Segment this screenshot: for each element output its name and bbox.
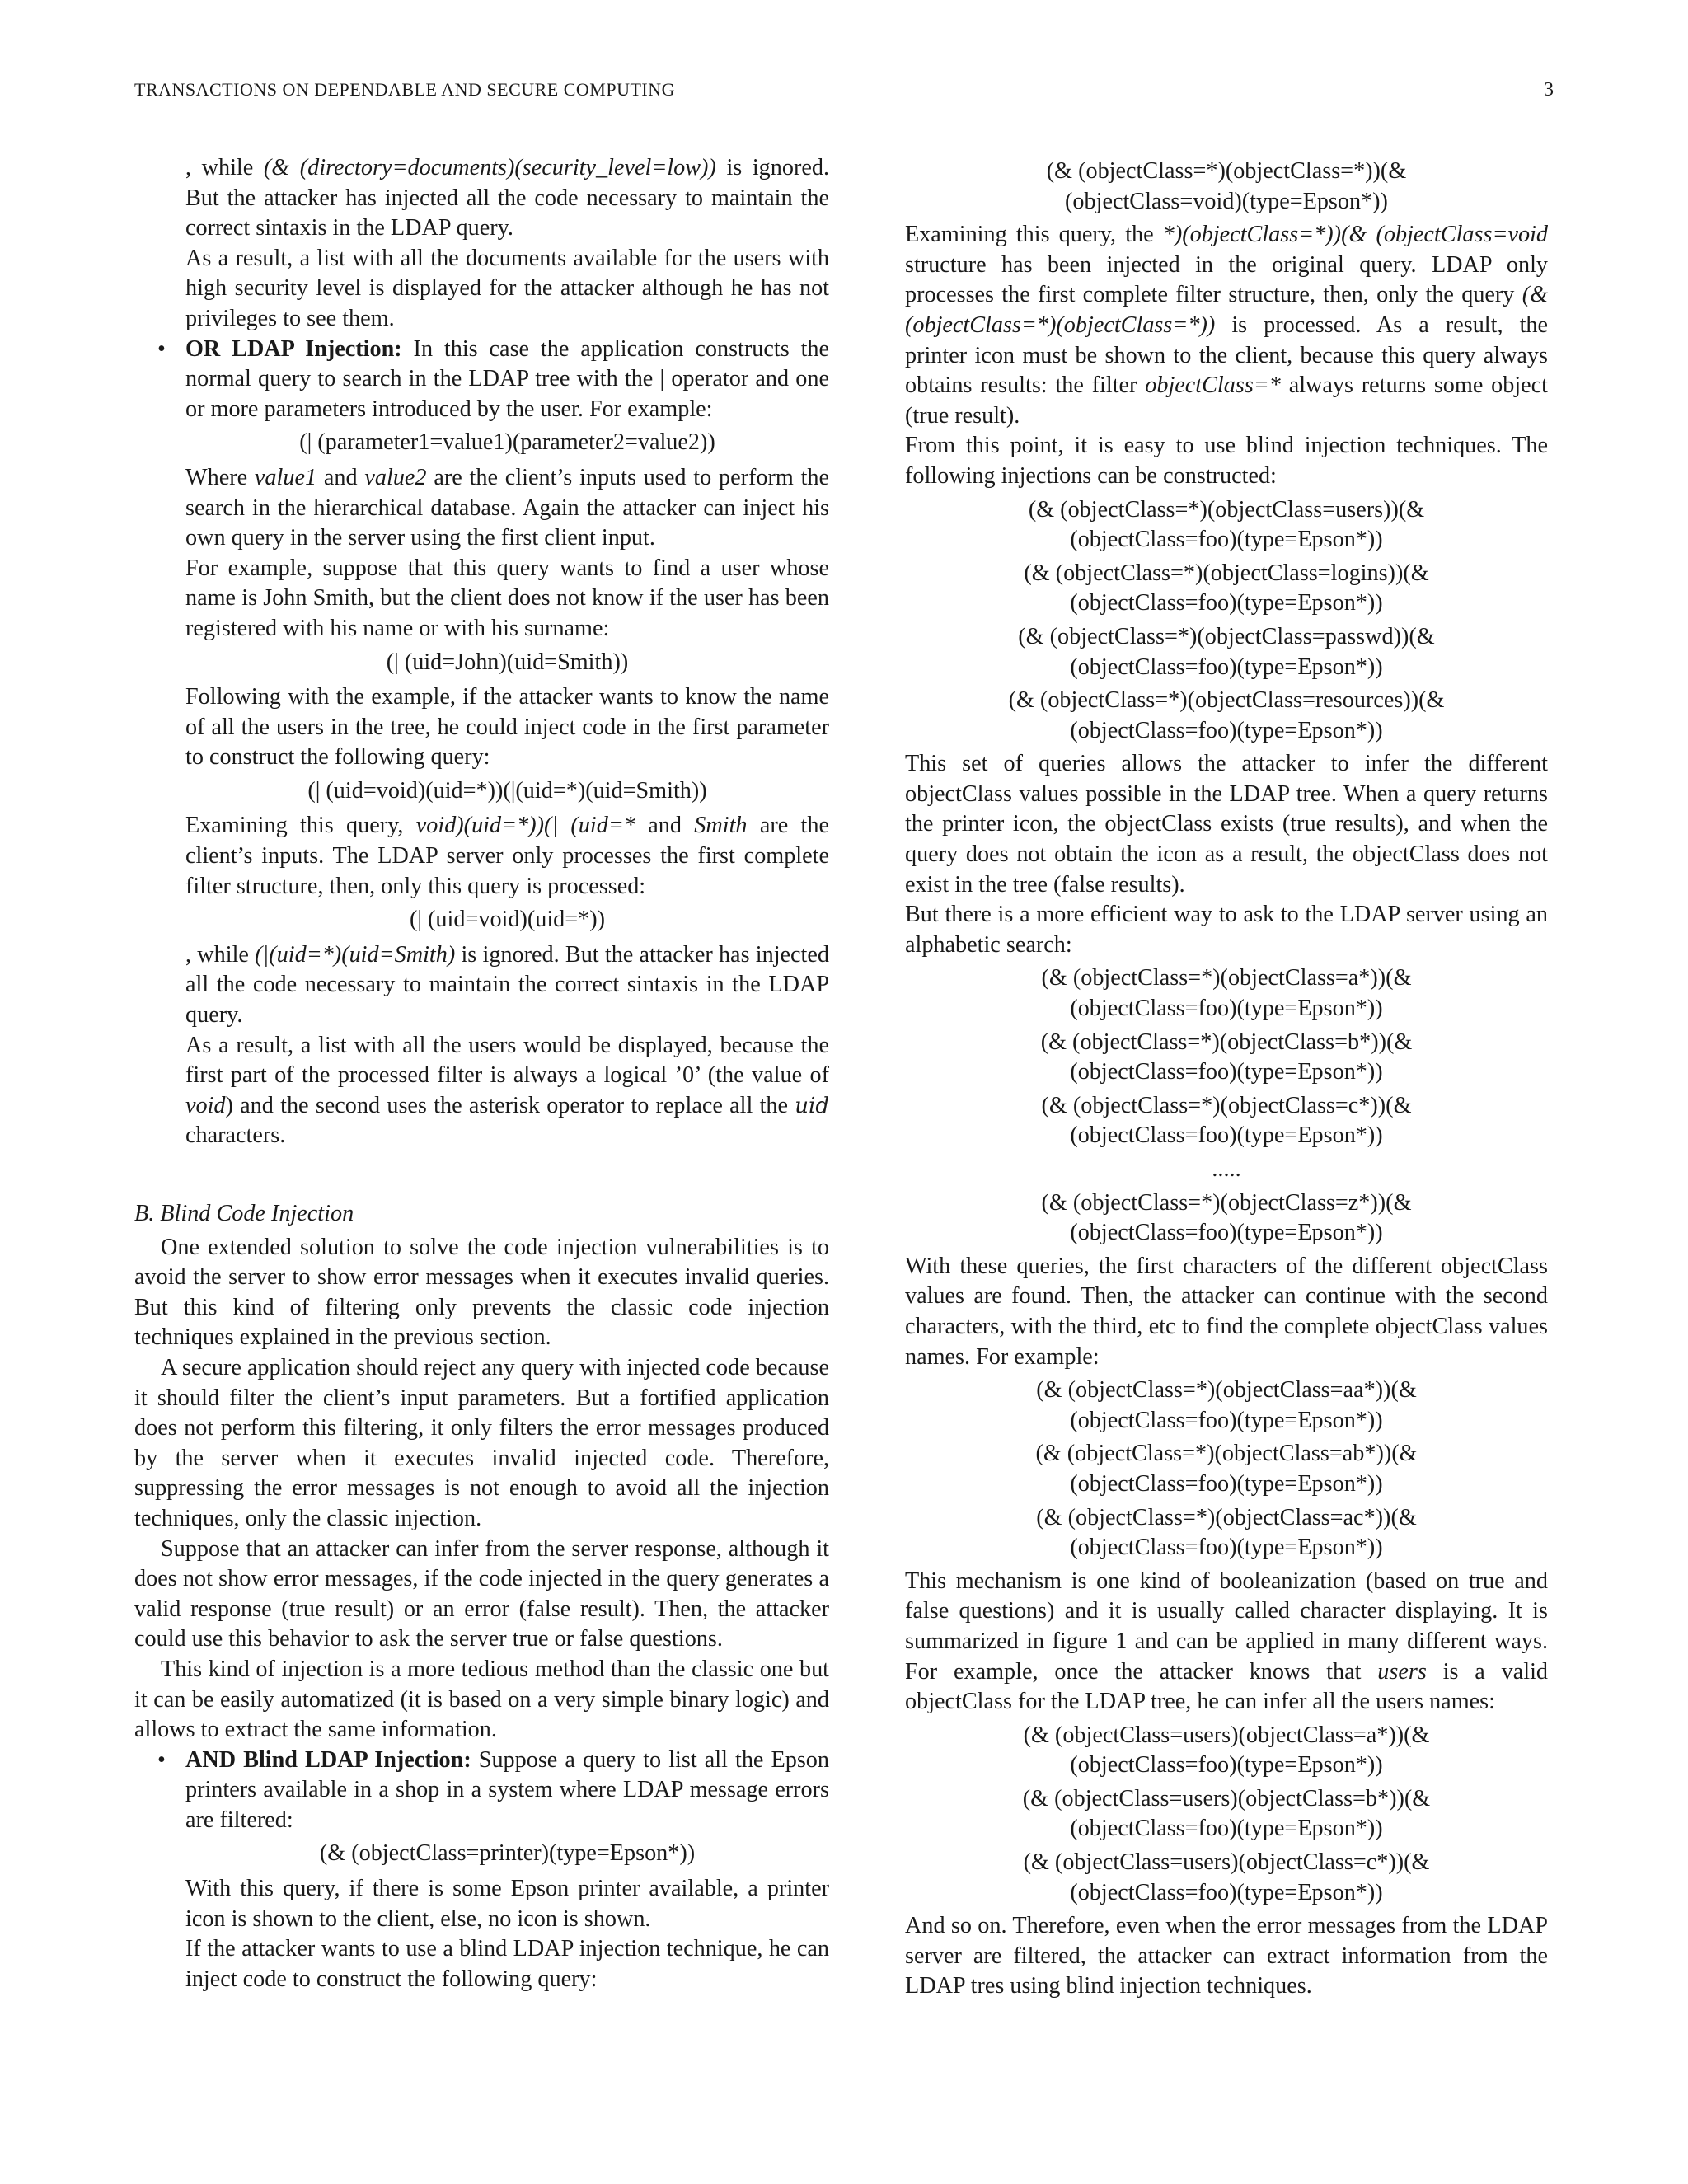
- query-equation: (& (objectClass=*)(objectClass=ab*))(& (objectClass=foo)(type=Epson*)): [1035, 1441, 1418, 1497]
- query-equation: (& (objectClass=*)(objectClass=ac*))(& (objectClass=foo)(type=Epson*)): [1036, 1504, 1417, 1561]
- query-equation: (& (objectClass=users)(objectClass=c*))(& (objectClass=foo)(type=Epson*)): [1023, 1849, 1430, 1905]
- paragraph: This set of queries allows the attacker to infer the different objectClass values possible in the LDAP tree. When a query returns the printer icon, the objectClass exists (true results), and when the query does not obtain the icon as a result, the objectClass does not exist in the tree (false results).: [905, 751, 1548, 898]
- paragraph: , while (& (directory=documents)(security_level=low)) is ignored. But the attacker has injected all the code necessary to maintain the correct sintaxis in the LDAP query.: [185, 155, 829, 241]
- query-equation: (& (objectClass=*)(objectClass=a*))(& (objectClass=foo)(type=Epson*)): [1041, 965, 1412, 1022]
- right-column: [905, 153, 1548, 2002]
- query-equation: (& (objectClass=*)(objectClass=passwd))(& (objectClass=foo)(type=Epson*)): [1018, 623, 1435, 680]
- paragraph: With this query, if there is some Epson printer available, a printer icon is shown to the client, else, no icon is shown.: [185, 1876, 829, 1932]
- paragraph: With these queries, the first characters of the different objectClass values are found. Then, the attacker can continue with the second characters, with the third, etc to find the complete objectClass values names. For example:: [905, 1253, 1548, 1370]
- paragraph: Examining this query, the *)(objectClass=*))(& (objectClass=void structure has been injected in the original query. LDAP only processes the first complete filter structure, then, only the query (& (objectClass=*)(objectClass=*)) is processed. As a result, the printer icon must be shown to the client, because this query always obtains results: the filter objectClass=* always returns some object (true result).: [905, 222, 1548, 429]
- query-equation: (& (objectClass=*)(objectClass=users))(& (objectClass=foo)(type=Epson*)): [1028, 496, 1425, 553]
- page-number: 3: [1544, 79, 1554, 101]
- paragraph: Following with the example, if the attacker wants to know the name of all the users in the tree, he could inject code in the first parameter to construct the following query:: [185, 684, 829, 771]
- query-equation: (& (objectClass=*)(objectClass=c*))(& (objectClass=foo)(type=Epson*)): [1041, 1092, 1412, 1149]
- ellipsis: .....: [1212, 1156, 1241, 1182]
- query-equation: (| (uid=void)(uid=*)): [409, 907, 606, 933]
- left-column: [134, 153, 829, 1994]
- query-equation: (& (objectClass=printer)(type=Epson*)): [319, 1840, 696, 1867]
- running-title: TRANSACTIONS ON DEPENDABLE AND SECURE COMPUTING: [134, 79, 676, 100]
- query-equation: (& (objectClass=*)(objectClass=aa*))(& (objectClass=foo)(type=Epson*)): [1036, 1377, 1417, 1433]
- paragraph: And so on. Therefore, even when the error messages from the LDAP server are filtered, the attacker can extract information from the LDAP tres using blind injection techniques.: [905, 1913, 1548, 1999]
- paragraph: From this point, it is easy to use blind injection techniques. The following injections can be constructed:: [905, 433, 1548, 489]
- paragraph: If the attacker wants to use a blind LDAP injection technique, he can inject code to construct the following query:: [185, 1936, 829, 1992]
- query-equation: (& (objectClass=*)(objectClass=b*))(& (objectClass=foo)(type=Epson*)): [1040, 1029, 1413, 1085]
- paragraph: A secure application should reject any query with injected code because it should filter the client’s input parameters. But a fortified application does not perform this filtering, it only filters the error messages produced by the server when it executes invalid injected code. Therefore, suppressing the error messages is not enough to avoid all the injection techniques, only the classic injection.: [134, 1354, 829, 1531]
- query-equation: (& (objectClass=*)(objectClass=*))(& (objectClass=void)(type=Epson*)): [1046, 158, 1407, 214]
- paragraph: As a result, a list with all the users would be displayed, because the first part of the processed filter is always a logical ’0’ (the value of void) and the second uses the asterisk operator to replace all the uid characters.: [185, 1032, 829, 1149]
- paragraph: This kind of injection is a more tedious method than the classic one but it can be easily automatized (it is based on a very simple binary logic) and allows to extract the same information.: [134, 1656, 829, 1743]
- query-equation: (| (uid=John)(uid=Smith)): [386, 649, 629, 675]
- query-equation: (| (parameter1=value1)(parameter2=value2)): [299, 429, 715, 456]
- section-heading: B. Blind Code Injection: [134, 1201, 354, 1226]
- bullet-and-blind-ldap-injection: • AND Blind LDAP Injection: Suppose a query to list all the Epson printers available in a shop in a system where LDAP message errors are filtered:: [134, 1746, 829, 1836]
- query-equation: (& (objectClass=*)(objectClass=resources))(& (objectClass=foo)(type=Epson*)): [1008, 687, 1445, 743]
- query-equation: (| (uid=void)(uid=*))(|(uid=*)(uid=Smith)): [307, 777, 707, 804]
- paragraph: , while (|(uid=*)(uid=Smith) is ignored. But the attacker has injected all the code necessary to maintain the correct sintaxis in the LDAP query.: [185, 941, 829, 1029]
- paragraph: Examining this query, void)(uid=*))(| (uid=* and Smith are the client’s inputs. The LDAP server only processes the first complete filter structure, then, only this query is processed:: [185, 813, 829, 899]
- bullet-or-ldap-injection: • OR LDAP Injection: In this case the application constructs the normal query to search in the LDAP tree with the | operator and one or more parameters introduced by the user. For example:: [134, 335, 829, 425]
- query-equation: (& (objectClass=*)(objectClass=logins))(& (objectClass=foo)(type=Epson*)): [1024, 560, 1429, 616]
- paragraph: This mechanism is one kind of booleanization (based on true and false questions) and it is usually called character displaying. It is summarized in figure 1 and can be applied in many different ways. For example, once the attacker knows that users is a valid objectClass for the LDAP tree, he can infer all the users names:: [905, 1568, 1548, 1715]
- query-equation: (& (objectClass=users)(objectClass=a*))(& (objectClass=foo)(type=Epson*)): [1023, 1722, 1430, 1779]
- paragraph: Suppose that an attacker can infer from the server response, although it does not show error messages, if the code injected in the query generates a valid response (true result) or an error (false result). Then, the attacker could use this behavior to ask the server true or false questions.: [134, 1535, 829, 1652]
- query-equation: (& (objectClass=users)(objectClass=b*))(& (objectClass=foo)(type=Epson*)): [1022, 1785, 1431, 1842]
- paragraph: Where value1 and value2 are the client’s inputs used to perform the search in the hierarchical database. Again the attacker can inject his own query in the server using the first client input.: [185, 464, 830, 551]
- paragraph: One extended solution to solve the code injection vulnerabilities is to avoid the server to show error messages when it executes invalid queries. But this kind of filtering only prevents the classic code injection techniques explained in the previous section.: [134, 1234, 829, 1351]
- query-equation: (& (objectClass=*)(objectClass=z*))(& (objectClass=foo)(type=Epson*)): [1041, 1189, 1412, 1246]
- paragraph: But there is a more efficient way to ask to the LDAP server using an alphabetic search:: [905, 902, 1548, 958]
- paragraph: As a result, a list with all the documents available for the users with high security level is displayed for the attacker although he has not privileges to see them.: [185, 245, 829, 331]
- paragraph: For example, suppose that this query wants to find a user whose name is John Smith, but the client does not know if the user has been registered with his name or with his surname:: [185, 555, 829, 641]
